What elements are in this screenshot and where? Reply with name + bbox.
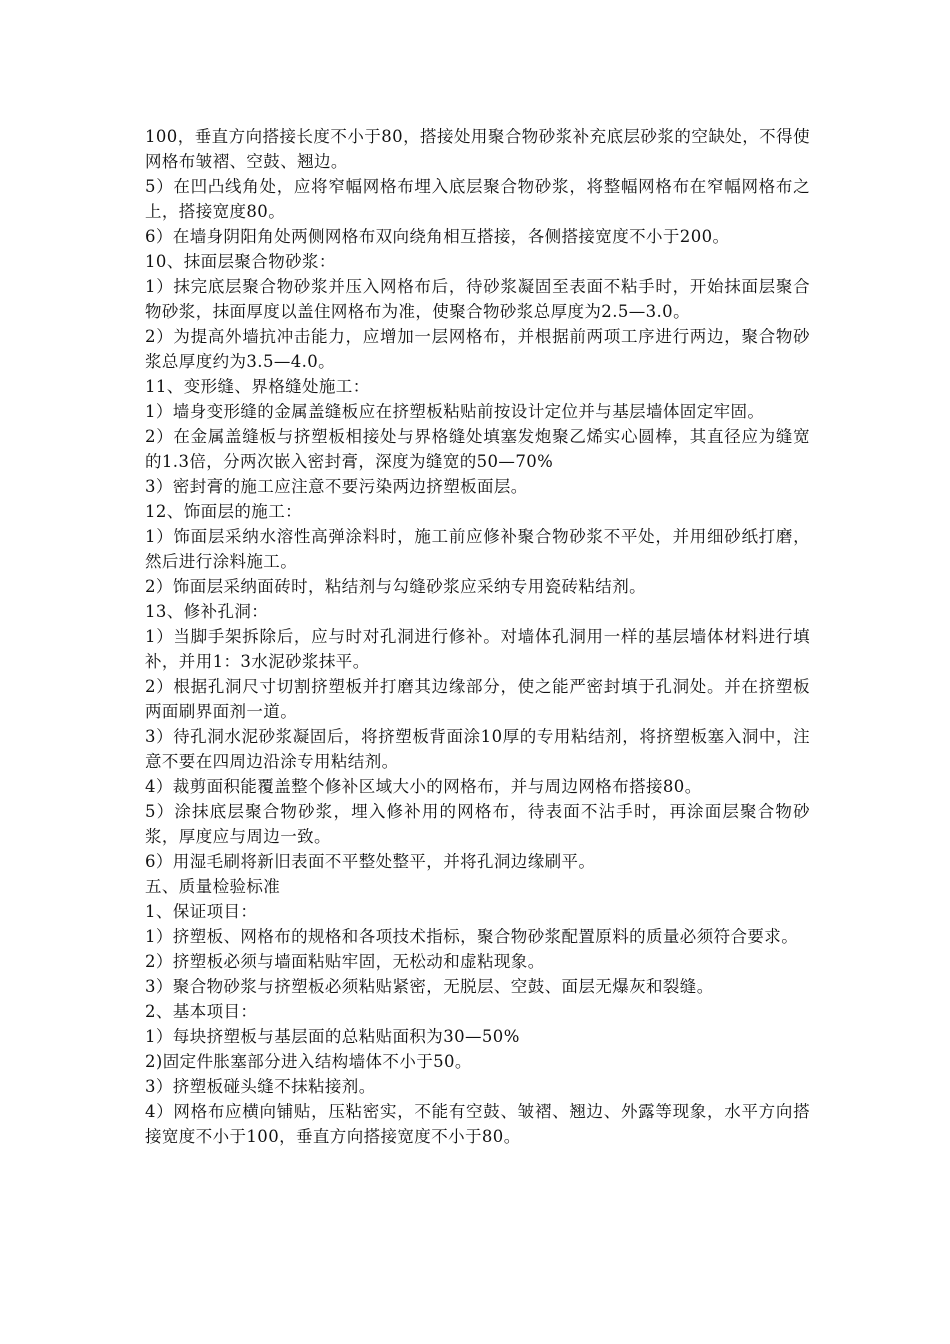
paragraph: 2）为提高外墙抗冲击能力，应增加一层网格布，并根据前两项工序进行两边，聚合物砂浆总厚度约为3.5—4.0。 <box>145 327 810 371</box>
section-heading: 2、基本项目： <box>145 1002 258 1021</box>
paragraph: 100，垂直方向搭接长度不小于80，搭接处用聚合物砂浆补充底层砂浆的空缺处，不得使网格布皱褶、空鼓、翘边。 <box>145 127 810 171</box>
section-heading: 11、变形缝、界格缝处施工： <box>145 377 370 396</box>
paragraph: 4）网格布应横向铺贴，压粘密实，不能有空鼓、皱褶、翘边、外露等现象，水平方向搭接宽度不小于100，垂直方向搭接宽度不小于80。 <box>145 1102 810 1146</box>
paragraph: 1）每块挤塑板与基层面的总粘贴面积为30—50% <box>145 1027 520 1046</box>
paragraph: 3）密封膏的施工应注意不要污染两边挤塑板面层。 <box>145 477 528 496</box>
paragraph: 1）墙身变形缝的金属盖缝板应在挤塑板粘贴前按设计定位并与基层墙体固定牢固。 <box>145 402 765 421</box>
paragraph: 1）挤塑板、网格布的规格和各项技术指标，聚合物砂浆配置原料的质量必须符合要求。 <box>145 927 799 946</box>
section-heading: 1、保证项目： <box>145 902 258 921</box>
paragraph: 2)固定件胀塞部分进入结构墙体不小于50。 <box>145 1052 472 1071</box>
paragraph: 1）抹完底层聚合物砂浆并压入网格布后，待砂浆凝固至表面不粘手时，开始抹面层聚合物砂浆，抹面厚度以盖住网格布为准，使聚合物砂浆总厚度为2.5—3.0。 <box>145 277 810 321</box>
paragraph: 3）聚合物砂浆与挤塑板必须粘贴紧密，无脱层、空鼓、面层无爆灰和裂缝。 <box>145 977 714 996</box>
paragraph: 3）挤塑板碰头缝不抹粘接剂。 <box>145 1077 376 1096</box>
paragraph: 2）挤塑板必须与墙面粘贴牢固，无松动和虚粘现象。 <box>145 952 545 971</box>
paragraph: 3）待孔洞水泥砂浆凝固后，将挤塑板背面涂10厚的专用粘结剂，将挤塑板塞入洞中，注意不要在四周边沿涂专用粘结剂。 <box>145 727 810 771</box>
paragraph: 2）根据孔洞尺寸切割挤塑板并打磨其边缘部分，使之能严密封填于孔洞处。并在挤塑板两面刷界面剂一道。 <box>145 677 810 721</box>
chapter-heading: 五、质量检验标准 <box>145 877 281 896</box>
paragraph: 1）当脚手架拆除后，应与时对孔洞进行修补。对墙体孔洞用一样的基层墙体材料进行填补，并用1：3水泥砂浆抹平。 <box>145 627 810 671</box>
paragraph: 6）用湿毛刷将新旧表面不平整处整平，并将孔洞边缘刷平。 <box>145 852 596 871</box>
section-heading: 10、抹面层聚合物砂浆： <box>145 252 336 271</box>
document-body <box>145 124 810 1149</box>
paragraph: 2）在金属盖缝板与挤塑板相接处与界格缝处填塞发炮聚乙烯实心圆棒，其直径应为缝宽的1.3倍，分两次嵌入密封膏，深度为缝宽的50—70% <box>145 427 810 471</box>
paragraph: 6）在墙身阴阳角处两侧网格布双向绕角相互搭接，各侧搭接宽度不小于200。 <box>145 227 730 246</box>
section-heading: 12、饰面层的施工： <box>145 502 302 521</box>
section-heading: 13、修补孔洞： <box>145 602 269 621</box>
paragraph: 4）裁剪面积能覆盖整个修补区域大小的网格布，并与周边网格布搭接80。 <box>145 777 702 796</box>
paragraph: 5）涂抹底层聚合物砂浆，埋入修补用的网格布，待表面不沾手时，再涂面层聚合物砂浆，厚度应与周边一致。 <box>145 802 810 846</box>
paragraph: 2）饰面层采纳面砖时，粘结剂与勾缝砂浆应采纳专用瓷砖粘结剂。 <box>145 577 646 596</box>
paragraph: 5）在凹凸线角处，应将窄幅网格布埋入底层聚合物砂浆，将整幅网格布在窄幅网格布之上，搭接宽度80。 <box>145 177 810 221</box>
paragraph: 1）饰面层采纳水溶性高弹涂料时，施工前应修补聚合物砂浆不平处，并用细砂纸打磨，然后进行涂料施工。 <box>145 527 810 571</box>
